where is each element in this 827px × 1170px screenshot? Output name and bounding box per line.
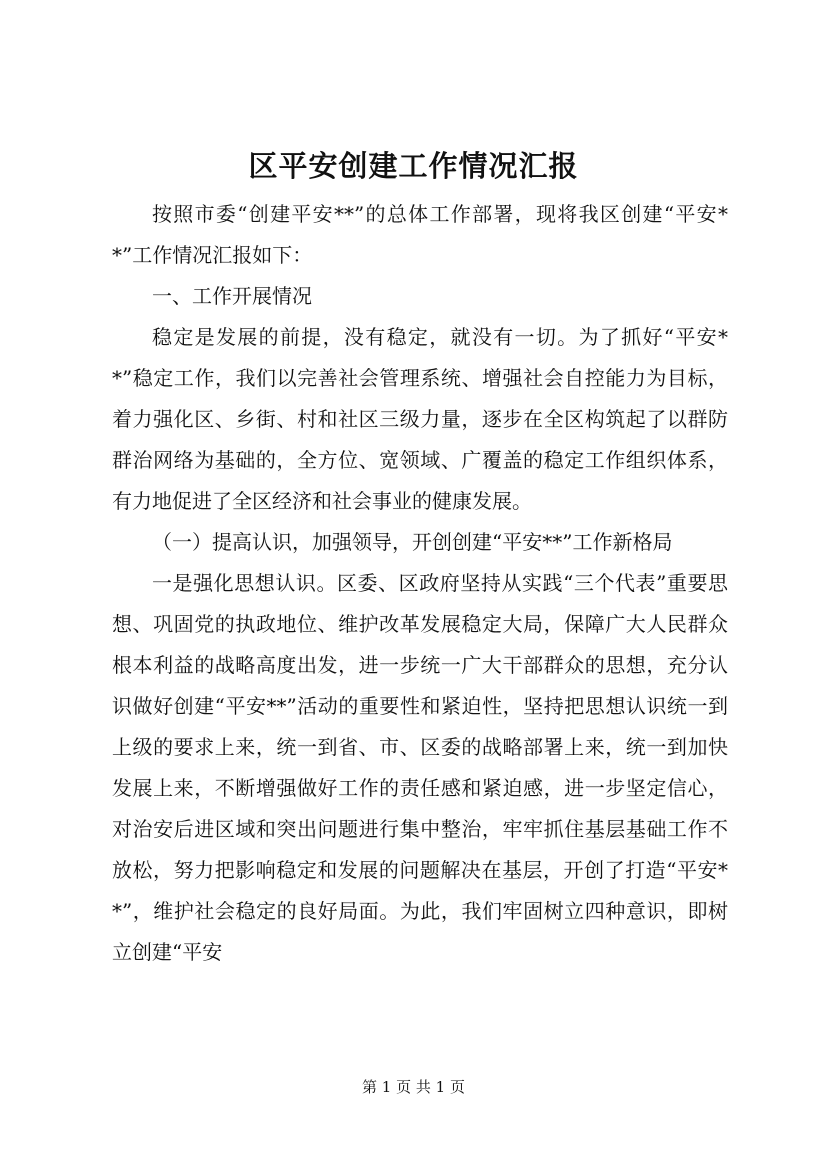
page-footer: 第 1 页 共 1 页 [362, 1078, 465, 1096]
document-body [112, 194, 728, 973]
paragraph-stability: 稳定是发展的前提，没有稳定，就没有一切。为了抓好“平安**”稳定工作，我们以完善社会管理系统、增强社会自控能力为目标，着力强化区、乡街、村和社区三级力量，逐步在全区构筑起了以群防群治网络为基础的，全方位、宽领域、广覆盖的稳定工作组织体系，有力地促进了全区经济和社会事业的健康发展。 [112, 325, 728, 513]
subsection-heading-1: （一）提高认识，加强领导，开创创建“平安**”工作新格局 [152, 530, 673, 554]
paragraph-awareness: 一是强化思想认识。区委、区政府坚持从实践“三个代表”重要思想、巩固党的执政地位、维护改革发展稳定大局，保障广大人民群众根本利益的战略高度出发，进一步统一广大干部群众的思想，充分认识做好创建“平安**”活动的重要性和紧迫性，坚持把思想认识统一到上级的要求上来，统一到省、市、区委的战略部署上来，统一到加快发展上来，不断增强做好工作的责任感和紧迫感，进一步坚定信心，对治安后进区域和突出问题进行集中整治，牢牢抓住基层基础工作不放松，努力把影响稳定和发展的问题解决在基层，开创了打造“平安**”，维护社会稳定的良好局面。为此，我们牢固树立四种意识，即树立创建“平安 [112, 571, 728, 964]
paragraph-intro: 按照市委“创建平安**”的总体工作部署，现将我区创建“平安**”工作情况汇报如下： [112, 202, 728, 267]
document-title: 区平安创建工作情况汇报 [248, 149, 579, 183]
section-heading-1: 一、工作开展情况 [152, 284, 312, 308]
